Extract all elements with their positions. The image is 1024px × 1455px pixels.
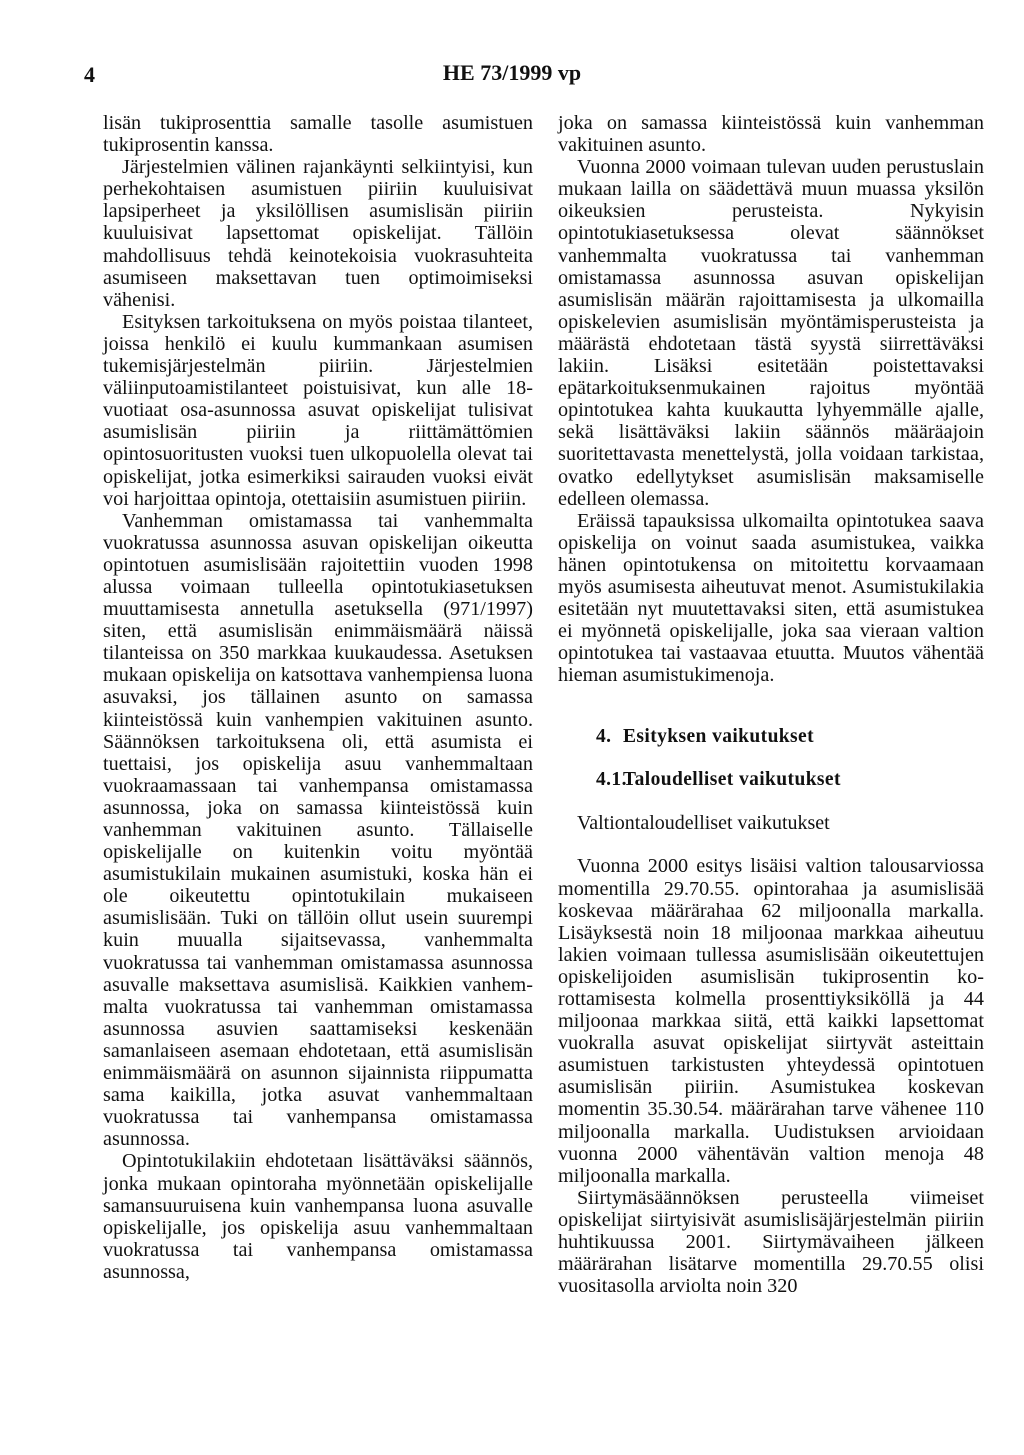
subsection-heading bbox=[558, 769, 984, 791]
paragraph: Vuonna 2000 esitys lisäisi valtion talousarviossa momentilla 29.70.55. opintorahaa ja asumislisää koskevaa määrärahaa 62 miljoonalla markalla. Lisäyksestä noin 18 miljoonaa markkaa aiheutuu lakien voimaan tullessa asumislisään oikeutettujen opiskelijoiden asumislisän tukiprosentin korottamisesta kolmella prosenttiyksiköllä ja 44 miljoonaa markkaa siitä, että kaikki lapsettomat vuokralla asuvat opiskelijat siirtyvät asteittain asumistuen tarkistusten yhteydessä opintotuen asumislisän piiriin. Asumistukea koskevan momentin 35.30.54. määrärahan tarve vähenee 110 miljoonalla markalla. Uudistuksen arvioidaan vuonna 2000 vähentävän valtion menoja 48 miljoonalla markalla. bbox=[558, 855, 984, 1187]
running-header: HE 73/1999 vp bbox=[442, 60, 582, 85]
paragraph: Esityksen tarkoituksena on myös poistaa tilanteet, joissa henkilö ei kuulu kummankaan asumisen tukemisjärjestelmän piiriin. Järjestelmien väliinputoamistilanteet poistuisivat, kun alle 18-vuotiaat osa-asunnossa asuvat opiskelijat tulisivat asumislisän piiriin ja riittämättömien opintosuoritusten vuoksi tuen ulkopuolella olevat tai opiskelijat, jotka esimerkiksi sairauden vuoksi eivät voi harjoittaa opintoja, otettaisiin asumistuen piiriin. bbox=[103, 310, 533, 510]
paragraph: joka on samassa kiinteistössä kuin vanhemman vakituinen asunto. bbox=[558, 112, 984, 157]
section-number: 4. bbox=[596, 726, 612, 748]
left-column bbox=[103, 112, 533, 1283]
paragraph: Järjestelmien välinen rajankäynti selkiintyisi, kun perhekohtaisen asumistuen piiriin kuuluisivat lapsiperheet ja yksilöllisen asumislisän piiriin kuuluisivat lapsettomat opiskelijat. Tällöin mahdollisuus tehdä keinotekoisia vuokrasuhteita asumiseen maksettavan tuen optimoimiseksi vähenisi. bbox=[103, 156, 533, 311]
subsection-title: Taloudelliset vaikutukset bbox=[623, 769, 841, 791]
section-heading bbox=[558, 726, 984, 748]
section-spacer bbox=[558, 834, 984, 855]
paragraph: Opintotukilakiin ehdotetaan lisättäväksi säännös, jonka mukaan opintoraha myönnetään opiskelijalle samansuuruisena kuin vanhempansa luona asuvalle opiskelijalle, jos opiskelija asuu vanhemmaltaan vuokratussa tai vanhempansa omistamassa asunnossa, bbox=[103, 1150, 533, 1283]
section-spacer bbox=[558, 791, 984, 812]
section-spacer bbox=[558, 748, 984, 769]
right-column bbox=[558, 112, 984, 1297]
paragraph: Vanhemman omistamassa tai vanhemmalta vuokratussa asunnossa asuvan opiskelijan oikeutta opintotuen asumislisään rajoitettiin vuoden 1998 alussa voimaan tulleella opintotukiasetuksen muuttamisesta annetulla asetuksella (971/1997) siten, että asumislisän enimmäismäärä näissä tilanteissa on 350 markkaa kuukaudessa. Asetuksen mukaan opiskelija on katsottava vanhempiensa luona asuvaksi, jos tällainen asunto on samassa kiinteistössä kuin vanhempien vakituinen asunto. Säännöksen tarkoituksena oli, että asumista ei tuettaisi, jos opiskelija asuu vanhemmaltaan vuokraamassaan tai vanhempansa omistamassa asunnossa, joka on samassa kiinteistössä kuin vanhemman vakituinen asunto. Tällaiselle opiskelijalle on kuitenkin voitu myöntää asumistukilain mukainen asumistuki, koska hän ei ole oikeutettu opintotukilain mukaiseen asumislisään. Tuki on tällöin ollut usein suurempi kuin muualla sijaitsevassa, vanhemmalta vuokratussa tai vanhemman omistamassa asunnossa asuvalle maksettava asumislisä. Kaikkien vanhemmalta vuokratussa tai vanhemman omistamassa asunnossa asuvien saattamiseksi keskenään samanlaiseen asemaan ehdotetaan, että asumislisän enimmäismäärä on asunnon sijainnista riippumatta sama kaikilla, jotka asuvat vanhemmaltaan vuokratussa tai vanhempansa omistamassa asunnossa. bbox=[103, 509, 533, 1151]
paragraph: Siirtymäsäännöksen perusteella viimeiset opiskelijat siirtyisivät asumislisäjärjestelmän piiriin huhtikuussa 2001. Siirtymävaiheen jälkeen määrärahan lisätarve momentilla 29.70.55 olisi vuositasolla arviolta noin 320 bbox=[558, 1186, 984, 1298]
paragraph: lisän tukiprosenttia samalle tasolle asumistuen tukiprosentin kanssa. bbox=[103, 112, 533, 157]
subheading: Valtiontaloudelliset vaikutukset bbox=[577, 812, 830, 835]
section-title: Esityksen vaikutukset bbox=[623, 726, 814, 748]
paragraph: Eräissä tapauksissa ulkomailta opintotukea saava opiskelija on voinut saada asumistukea, vaikka hänen opintotukensa on mitoitettu korvaamaan myös asumisesta aiheutuvat menot. Asumistukilakia esitetään nyt muutettavaksi siten, että asumistukea ei myönnetä opiskelijalle, joka saa vieraan valtion opintotukea tai vastaavaa etuutta. Muutos vähentää hieman asumistukimenoja. bbox=[558, 509, 984, 687]
page-number: 4 bbox=[84, 62, 95, 87]
section-spacer bbox=[558, 686, 984, 726]
paragraph: Vuonna 2000 voimaan tulevan uuden perustuslain mukaan lailla on säädettävä muun muassa yksilön oikeuksien perusteista. Nykyisin opintotukiasetuksessa olevat säännökset vanhemmalta vuokratussa tai vanhemman omistamassa asunnossa asuvan opiskelijan asumislisän määrän rajoittamisesta ja ulkomailla opiskelevien asumislisän myöntämisperusteista ja määrästä ehdotetaan tästä syystä siirrettäväksi lakiin. Lisäksi esitetään poistettavaksi epätarkoituksenmukainen rajoitus myöntää opintotukea kahta kuukautta lyhyemmälle ajalle, sekä lisättäväksi lakiin säännös määräajoin suoritettavasta menettelystä, jolla voidaan tarkistaa, ovatko edellytykset asumislisän maksamiselle edelleen olemassa. bbox=[558, 156, 984, 510]
subsection-number: 4.1. bbox=[596, 769, 627, 791]
